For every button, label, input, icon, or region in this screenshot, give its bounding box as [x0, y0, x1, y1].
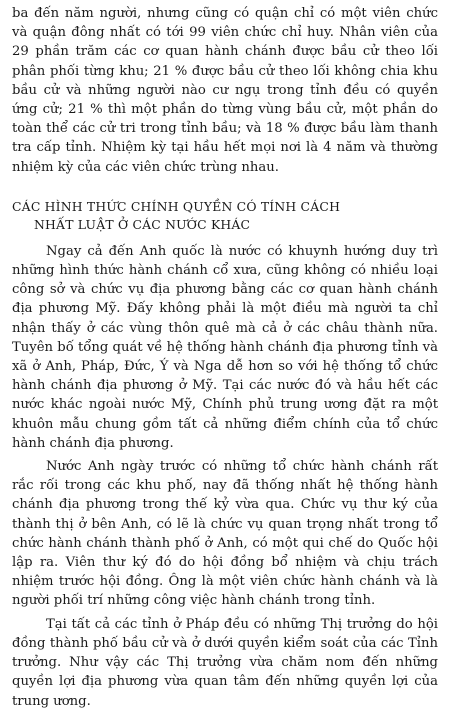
section-heading — [12, 198, 438, 234]
paragraph-1: ba đến năm người, nhưng cũng có quận chỉ có một viên chức và quận đông nhất có tới 99 viên chức chỉ huy. Nhân viên của 29 phần trăm các cơ quan hành chánh được bầu cử theo lối phân phối từng khu; 21 % được bầu cử theo lối không chia khu bầu cử và những người nào cư ngụ trong tỉnh đều có quyền ứng cử; 21 % thì một phần do từng vùng bầu cử, một phần do toàn thể các cử tri trong tỉnh bầu; và 18 % được bầu làm thanh tra cấp tỉnh. Nhiệm kỳ tại hầu hết mọi nơi là 4 năm và thường nhiệm kỳ của các viên chức trùng nhau. — [12, 6, 438, 175]
paragraph-4: Tại tất cả các tỉnh ở Pháp đều có những Thị trưởng do hội đồng thành phố bầu cử và ở dưới quyền kiểm soát của các Tỉnh trưởng. Như vậy các Thị trưởng vừa chăm nom đến những quyền lợi địa phương vừa quan tâm đến những quyền lợi của trung ương. — [12, 616, 438, 709]
section-heading-line-1: CÁC HÌNH THỨC CHÍNH QUYỀN CÓ TÍNH CÁCH — [12, 198, 341, 214]
paragraph-2: Ngay cả đến Anh quốc là nước có khuynh hướng duy trì những hình thức hành chánh cổ xưa, cũng không có nhiều loại công sở và chức vụ địa phương bằng các cơ quan hành chánh địa phương Mỹ. Đấy không phải là một điều mà người ta chỉ nhận thấy ở các vùng thôn quê mà cả ở các châu thành nữa. Tuyên bố tổng quát về hệ thống hành chánh địa phương tỉnh và xã ở Anh, Pháp, Đức, Ý và Nga dễ hơn so với hệ thống tổ chức hành chánh địa phương ở Mỹ. Tại các nước đó và hầu hết các nước khác ngoài nước Mỹ, Chính phủ trung ương đặt ra một khuôn mẫu chung gồm tất cả những điểm chính của tổ chức hành chánh địa phương. — [12, 243, 438, 451]
paragraph-3: Nước Anh ngày trước có những tổ chức hành chánh rất rắc rối trong các khu phố, nay đã thống nhất hệ thống hành chánh địa phương trong thế kỷ vừa qua. Chức vụ thư ký của thành thị ở bên Anh, có lẽ là chức vụ quan trọng nhất trong tổ chức hành chánh thành phố ở Anh, có một qui chế do Quốc hội lập ra. Viên thư ký đó do hội đồng bổ nhiệm và chịu trách nhiệm trước hội đồng. Ông là một viên chức hành chánh và là người phối trí những công việc hành chánh trong tỉnh. — [12, 459, 438, 609]
section-heading-line-2: NHẤT LUẬT Ở CÁC NƯỚC KHÁC — [34, 216, 251, 232]
